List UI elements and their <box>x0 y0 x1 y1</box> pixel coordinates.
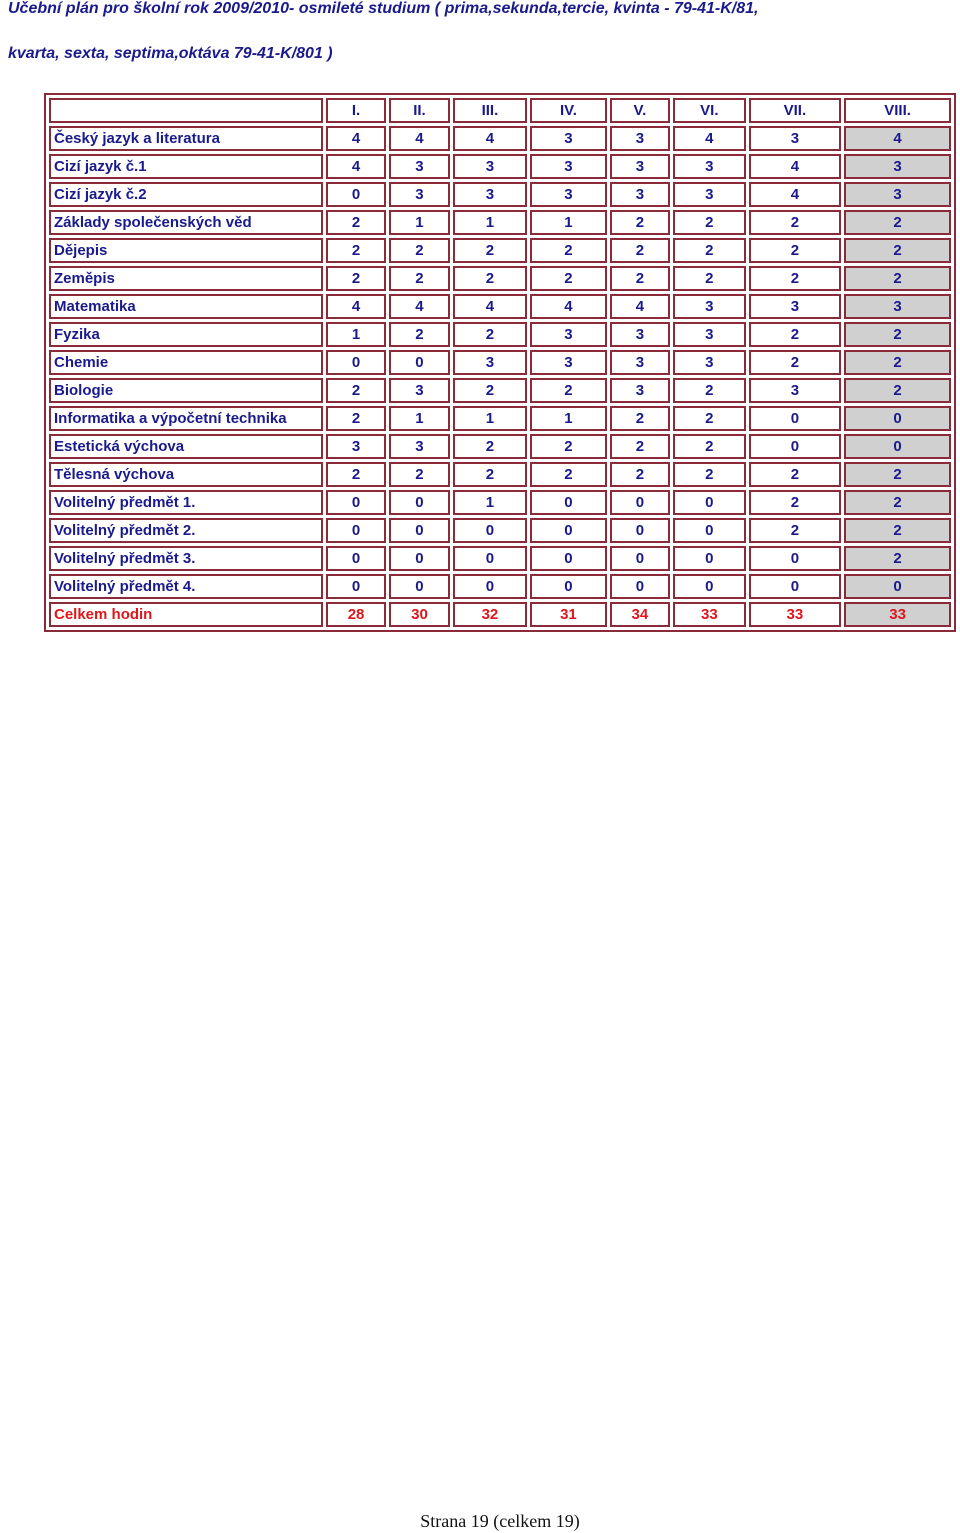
hours-cell: 2 <box>389 322 449 347</box>
hours-cell: 2 <box>673 210 745 235</box>
hours-cell: 2 <box>610 434 670 459</box>
hours-cell: 2 <box>844 462 951 487</box>
hours-cell: 0 <box>453 518 528 543</box>
hours-cell: 2 <box>326 378 386 403</box>
header-year-cell: I. <box>326 98 386 123</box>
document-title-line-1: Učební plán pro školní rok 2009/2010- osmileté studium ( prima,sekunda,tercie, kvinta - 79-41-K/81, <box>8 0 759 17</box>
hours-cell: 2 <box>453 266 528 291</box>
table-row <box>49 210 951 235</box>
hours-cell: 2 <box>389 266 449 291</box>
table-header-row <box>49 98 951 123</box>
hours-cell: 0 <box>610 574 670 599</box>
hours-cell: 0 <box>610 546 670 571</box>
subject-name-cell: Český jazyk a literatura <box>49 126 323 151</box>
hours-cell: 0 <box>749 574 842 599</box>
table-row <box>49 294 951 319</box>
subject-name-cell: Tělesná výchova <box>49 462 323 487</box>
hours-cell: 4 <box>389 126 449 151</box>
hours-cell: 3 <box>389 378 449 403</box>
hours-cell: 2 <box>453 462 528 487</box>
hours-cell: 2 <box>610 238 670 263</box>
hours-cell: 2 <box>610 462 670 487</box>
hours-cell: 0 <box>749 406 842 431</box>
hours-cell: 2 <box>844 238 951 263</box>
hours-cell: 0 <box>530 518 607 543</box>
hours-cell: 2 <box>453 322 528 347</box>
hours-cell: 1 <box>326 322 386 347</box>
hours-cell: 2 <box>326 238 386 263</box>
hours-cell: 3 <box>610 182 670 207</box>
hours-cell: 0 <box>453 574 528 599</box>
hours-cell: 0 <box>389 350 449 375</box>
hours-cell: 0 <box>389 518 449 543</box>
hours-cell: 3 <box>453 182 528 207</box>
hours-cell: 1 <box>453 490 528 515</box>
page-number: Strana 19 (celkem 19) <box>420 1511 580 1531</box>
hours-cell: 3 <box>389 182 449 207</box>
hours-cell: 2 <box>749 322 842 347</box>
hours-cell: 4 <box>389 294 449 319</box>
document-title-line-2: kvarta, sexta, septima,oktáva 79-41-K/801 ) <box>8 45 333 62</box>
total-value-cell: 30 <box>389 602 449 627</box>
hours-cell: 2 <box>749 462 842 487</box>
hours-cell: 2 <box>844 546 951 571</box>
hours-cell: 2 <box>453 434 528 459</box>
header-year-cell: II. <box>389 98 449 123</box>
header-year-cell: III. <box>453 98 528 123</box>
table-body <box>49 126 951 599</box>
subject-name-cell: Volitelný předmět 1. <box>49 490 323 515</box>
subject-name-cell: Matematika <box>49 294 323 319</box>
hours-cell: 3 <box>844 154 951 179</box>
hours-cell: 3 <box>610 350 670 375</box>
hours-cell: 0 <box>844 574 951 599</box>
hours-cell: 4 <box>673 126 745 151</box>
hours-cell: 0 <box>530 546 607 571</box>
hours-cell: 2 <box>844 490 951 515</box>
subject-name-cell: Volitelný předmět 4. <box>49 574 323 599</box>
total-value-cell: 33 <box>844 602 951 627</box>
subject-name-cell: Cizí jazyk č.2 <box>49 182 323 207</box>
hours-cell: 3 <box>673 154 745 179</box>
hours-cell: 0 <box>530 574 607 599</box>
total-value-cell: 34 <box>610 602 670 627</box>
hours-cell: 3 <box>749 378 842 403</box>
hours-cell: 2 <box>749 266 842 291</box>
hours-cell: 0 <box>453 546 528 571</box>
subject-name-cell: Chemie <box>49 350 323 375</box>
hours-cell: 2 <box>844 210 951 235</box>
hours-cell: 2 <box>453 238 528 263</box>
total-value-cell: 33 <box>673 602 745 627</box>
hours-cell: 2 <box>610 266 670 291</box>
hours-cell: 2 <box>389 462 449 487</box>
hours-cell: 0 <box>844 406 951 431</box>
subject-name-cell: Základy společenských věd <box>49 210 323 235</box>
hours-cell: 2 <box>844 266 951 291</box>
hours-cell: 3 <box>530 126 607 151</box>
hours-cell: 3 <box>326 434 386 459</box>
hours-cell: 1 <box>389 210 449 235</box>
table-row <box>49 490 951 515</box>
table-row <box>49 406 951 431</box>
subject-name-cell: Estetická výchova <box>49 434 323 459</box>
hours-cell: 2 <box>673 378 745 403</box>
hours-cell: 0 <box>610 490 670 515</box>
hours-cell: 2 <box>844 350 951 375</box>
hours-cell: 0 <box>749 546 842 571</box>
subject-name-cell: Biologie <box>49 378 323 403</box>
hours-cell: 3 <box>673 350 745 375</box>
table-row <box>49 126 951 151</box>
header-year-cell: V. <box>610 98 670 123</box>
hours-cell: 2 <box>326 462 386 487</box>
hours-cell: 2 <box>673 406 745 431</box>
hours-cell: 2 <box>673 462 745 487</box>
table-row <box>49 238 951 263</box>
hours-cell: 0 <box>673 546 745 571</box>
hours-cell: 2 <box>749 350 842 375</box>
hours-cell: 3 <box>749 294 842 319</box>
hours-cell: 3 <box>530 322 607 347</box>
table-row <box>49 322 951 347</box>
hours-cell: 0 <box>326 518 386 543</box>
hours-cell: 2 <box>326 406 386 431</box>
hours-cell: 2 <box>389 238 449 263</box>
table-row <box>49 574 951 599</box>
hours-cell: 4 <box>749 154 842 179</box>
hours-cell: 4 <box>610 294 670 319</box>
hours-cell: 2 <box>844 518 951 543</box>
hours-cell: 2 <box>673 266 745 291</box>
hours-cell: 1 <box>453 406 528 431</box>
hours-cell: 3 <box>673 294 745 319</box>
hours-cell: 2 <box>326 266 386 291</box>
table-row <box>49 266 951 291</box>
hours-cell: 2 <box>610 406 670 431</box>
table-row <box>49 462 951 487</box>
hours-cell: 3 <box>844 294 951 319</box>
hours-cell: 2 <box>530 238 607 263</box>
hours-cell: 2 <box>610 210 670 235</box>
hours-cell: 0 <box>326 546 386 571</box>
hours-cell: 2 <box>530 378 607 403</box>
subject-name-cell: Volitelný předmět 2. <box>49 518 323 543</box>
header-year-cell: IV. <box>530 98 607 123</box>
hours-cell: 1 <box>530 210 607 235</box>
hours-cell: 3 <box>844 182 951 207</box>
hours-cell: 3 <box>673 182 745 207</box>
hours-cell: 2 <box>453 378 528 403</box>
hours-cell: 2 <box>749 238 842 263</box>
hours-cell: 3 <box>610 154 670 179</box>
subject-name-cell: Fyzika <box>49 322 323 347</box>
total-value-cell: 33 <box>749 602 842 627</box>
hours-cell: 4 <box>749 182 842 207</box>
table-row <box>49 154 951 179</box>
subject-name-cell: Informatika a výpočetní technika <box>49 406 323 431</box>
hours-cell: 0 <box>749 434 842 459</box>
subject-name-cell: Dějepis <box>49 238 323 263</box>
hours-cell: 4 <box>326 126 386 151</box>
hours-cell: 2 <box>530 462 607 487</box>
hours-cell: 4 <box>326 294 386 319</box>
header-year-cell: VI. <box>673 98 745 123</box>
hours-cell: 0 <box>530 490 607 515</box>
total-row <box>49 602 951 627</box>
hours-cell: 4 <box>530 294 607 319</box>
hours-cell: 0 <box>844 434 951 459</box>
hours-cell: 1 <box>530 406 607 431</box>
subject-name-cell: Zeměpis <box>49 266 323 291</box>
subject-name-cell: Cizí jazyk č.1 <box>49 154 323 179</box>
total-value-cell: 32 <box>453 602 528 627</box>
hours-cell: 3 <box>610 378 670 403</box>
header-year-cell: VIII. <box>844 98 951 123</box>
hours-cell: 2 <box>530 434 607 459</box>
hours-cell: 2 <box>749 490 842 515</box>
hours-cell: 0 <box>673 490 745 515</box>
hours-cell: 2 <box>844 378 951 403</box>
hours-cell: 4 <box>453 294 528 319</box>
hours-cell: 3 <box>749 126 842 151</box>
hours-cell: 0 <box>326 350 386 375</box>
table-row <box>49 546 951 571</box>
table-row <box>49 434 951 459</box>
hours-cell: 3 <box>389 154 449 179</box>
hours-cell: 3 <box>530 154 607 179</box>
total-value-cell: 31 <box>530 602 607 627</box>
table-row <box>49 182 951 207</box>
hours-cell: 3 <box>453 350 528 375</box>
hours-cell: 2 <box>844 322 951 347</box>
header-subject-cell <box>49 98 323 123</box>
total-label: Celkem hodin <box>49 602 323 627</box>
hours-cell: 0 <box>326 574 386 599</box>
hours-cell: 4 <box>326 154 386 179</box>
hours-cell: 3 <box>610 322 670 347</box>
hours-cell: 0 <box>326 490 386 515</box>
hours-cell: 2 <box>673 238 745 263</box>
hours-cell: 3 <box>453 154 528 179</box>
hours-cell: 4 <box>453 126 528 151</box>
hours-cell: 2 <box>749 518 842 543</box>
table-row <box>49 350 951 375</box>
hours-cell: 2 <box>673 434 745 459</box>
hours-cell: 2 <box>326 210 386 235</box>
hours-cell: 3 <box>673 322 745 347</box>
hours-cell: 2 <box>530 266 607 291</box>
hours-cell: 1 <box>453 210 528 235</box>
hours-cell: 0 <box>389 574 449 599</box>
table-row <box>49 518 951 543</box>
hours-cell: 1 <box>389 406 449 431</box>
table-row <box>49 378 951 403</box>
hours-cell: 0 <box>326 182 386 207</box>
hours-cell: 0 <box>610 518 670 543</box>
subject-name-cell: Volitelný předmět 3. <box>49 546 323 571</box>
hours-cell: 3 <box>389 434 449 459</box>
total-value-cell: 28 <box>326 602 386 627</box>
header-year-cell: VII. <box>749 98 842 123</box>
hours-cell: 4 <box>844 126 951 151</box>
hours-cell: 2 <box>749 210 842 235</box>
hours-cell: 0 <box>673 518 745 543</box>
hours-cell: 3 <box>530 182 607 207</box>
hours-cell: 0 <box>389 546 449 571</box>
hours-cell: 3 <box>530 350 607 375</box>
hours-cell: 3 <box>610 126 670 151</box>
curriculum-table <box>44 93 956 632</box>
hours-cell: 0 <box>389 490 449 515</box>
hours-cell: 0 <box>673 574 745 599</box>
